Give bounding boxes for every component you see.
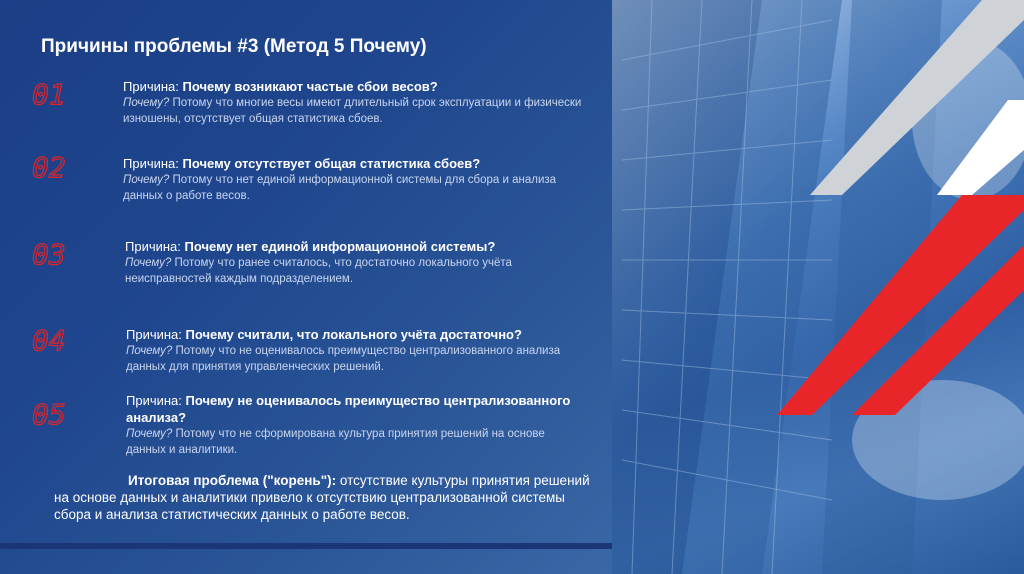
- slide-title: Причины проблемы #3 (Метод 5 Почему): [41, 36, 427, 57]
- number-03-icon: [32, 242, 112, 272]
- skyscraper-glass-photo: [612, 0, 1024, 574]
- summary-lead: Итоговая проблема ("корень"):: [128, 473, 337, 488]
- why-answer: Потому что ранее считалось, что достаточно локального учёта неисправностей каждым подразделением.: [125, 257, 512, 285]
- cause-label: Причина:: [126, 393, 186, 408]
- why-label: Почему?: [126, 428, 173, 440]
- why-label: Почему?: [123, 174, 170, 186]
- cause-question: Почему отсутствует общая статистика сбоев?: [182, 156, 481, 171]
- bottom-divider: [0, 543, 612, 549]
- why-label: Почему?: [125, 257, 172, 269]
- white-stripe: [937, 100, 1024, 195]
- number-01-icon: [32, 82, 112, 112]
- why-answer: Потому что не сформирована культура принятия решений на основе данных и аналитики.: [126, 428, 545, 456]
- cause-question: Почему нет единой информационной системы?: [184, 239, 496, 254]
- cause-question: Почему считали, что локального учёта достаточно?: [185, 327, 522, 342]
- list-item: [125, 238, 585, 287]
- root-problem-summary: [54, 472, 594, 523]
- list-item: [126, 326, 586, 375]
- number-02-icon: [32, 155, 112, 185]
- summary-text: отсутствие культуры принятия решений на основе данных и аналитики привело к отсутствию централизованной системы сбора и анализа статистических данных о работе весов.: [54, 473, 590, 522]
- number-04-icon: [32, 328, 112, 358]
- cause-label: Причина:: [125, 239, 185, 254]
- why-answer: Потому что многие весы имеют длительный срок эксплуатации и физически изношены, отсутствует общая статистика сбоев.: [123, 97, 582, 125]
- number-label: 03: [32, 242, 66, 268]
- why-answer: Потому что не оценивалось преимущество централизованного анализа данных для принятия управленческих решений.: [126, 345, 561, 373]
- list-item: [123, 155, 583, 204]
- why-label: Почему?: [126, 345, 173, 357]
- cause-question: Почему возникают частые сбои весов?: [182, 79, 438, 94]
- cause-label: Причина:: [123, 156, 183, 171]
- number-label: 04: [32, 328, 66, 354]
- cause-label: Причина:: [126, 327, 186, 342]
- why-answer: Потому что нет единой информационной системы для сбора и анализа данных о работе весов.: [123, 174, 557, 202]
- diagonal-stripes-decoration: [612, 0, 1024, 574]
- list-item: [123, 78, 583, 127]
- number-label: 05: [32, 402, 66, 428]
- list-item: [126, 392, 586, 458]
- number-label: 01: [32, 82, 66, 108]
- cause-label: Причина:: [123, 79, 183, 94]
- number-label: 02: [32, 155, 66, 181]
- cause-question: Почему не оценивалось преимущество централизованного анализа?: [126, 393, 571, 425]
- number-05-icon: [32, 402, 112, 432]
- why-label: Почему?: [123, 97, 170, 109]
